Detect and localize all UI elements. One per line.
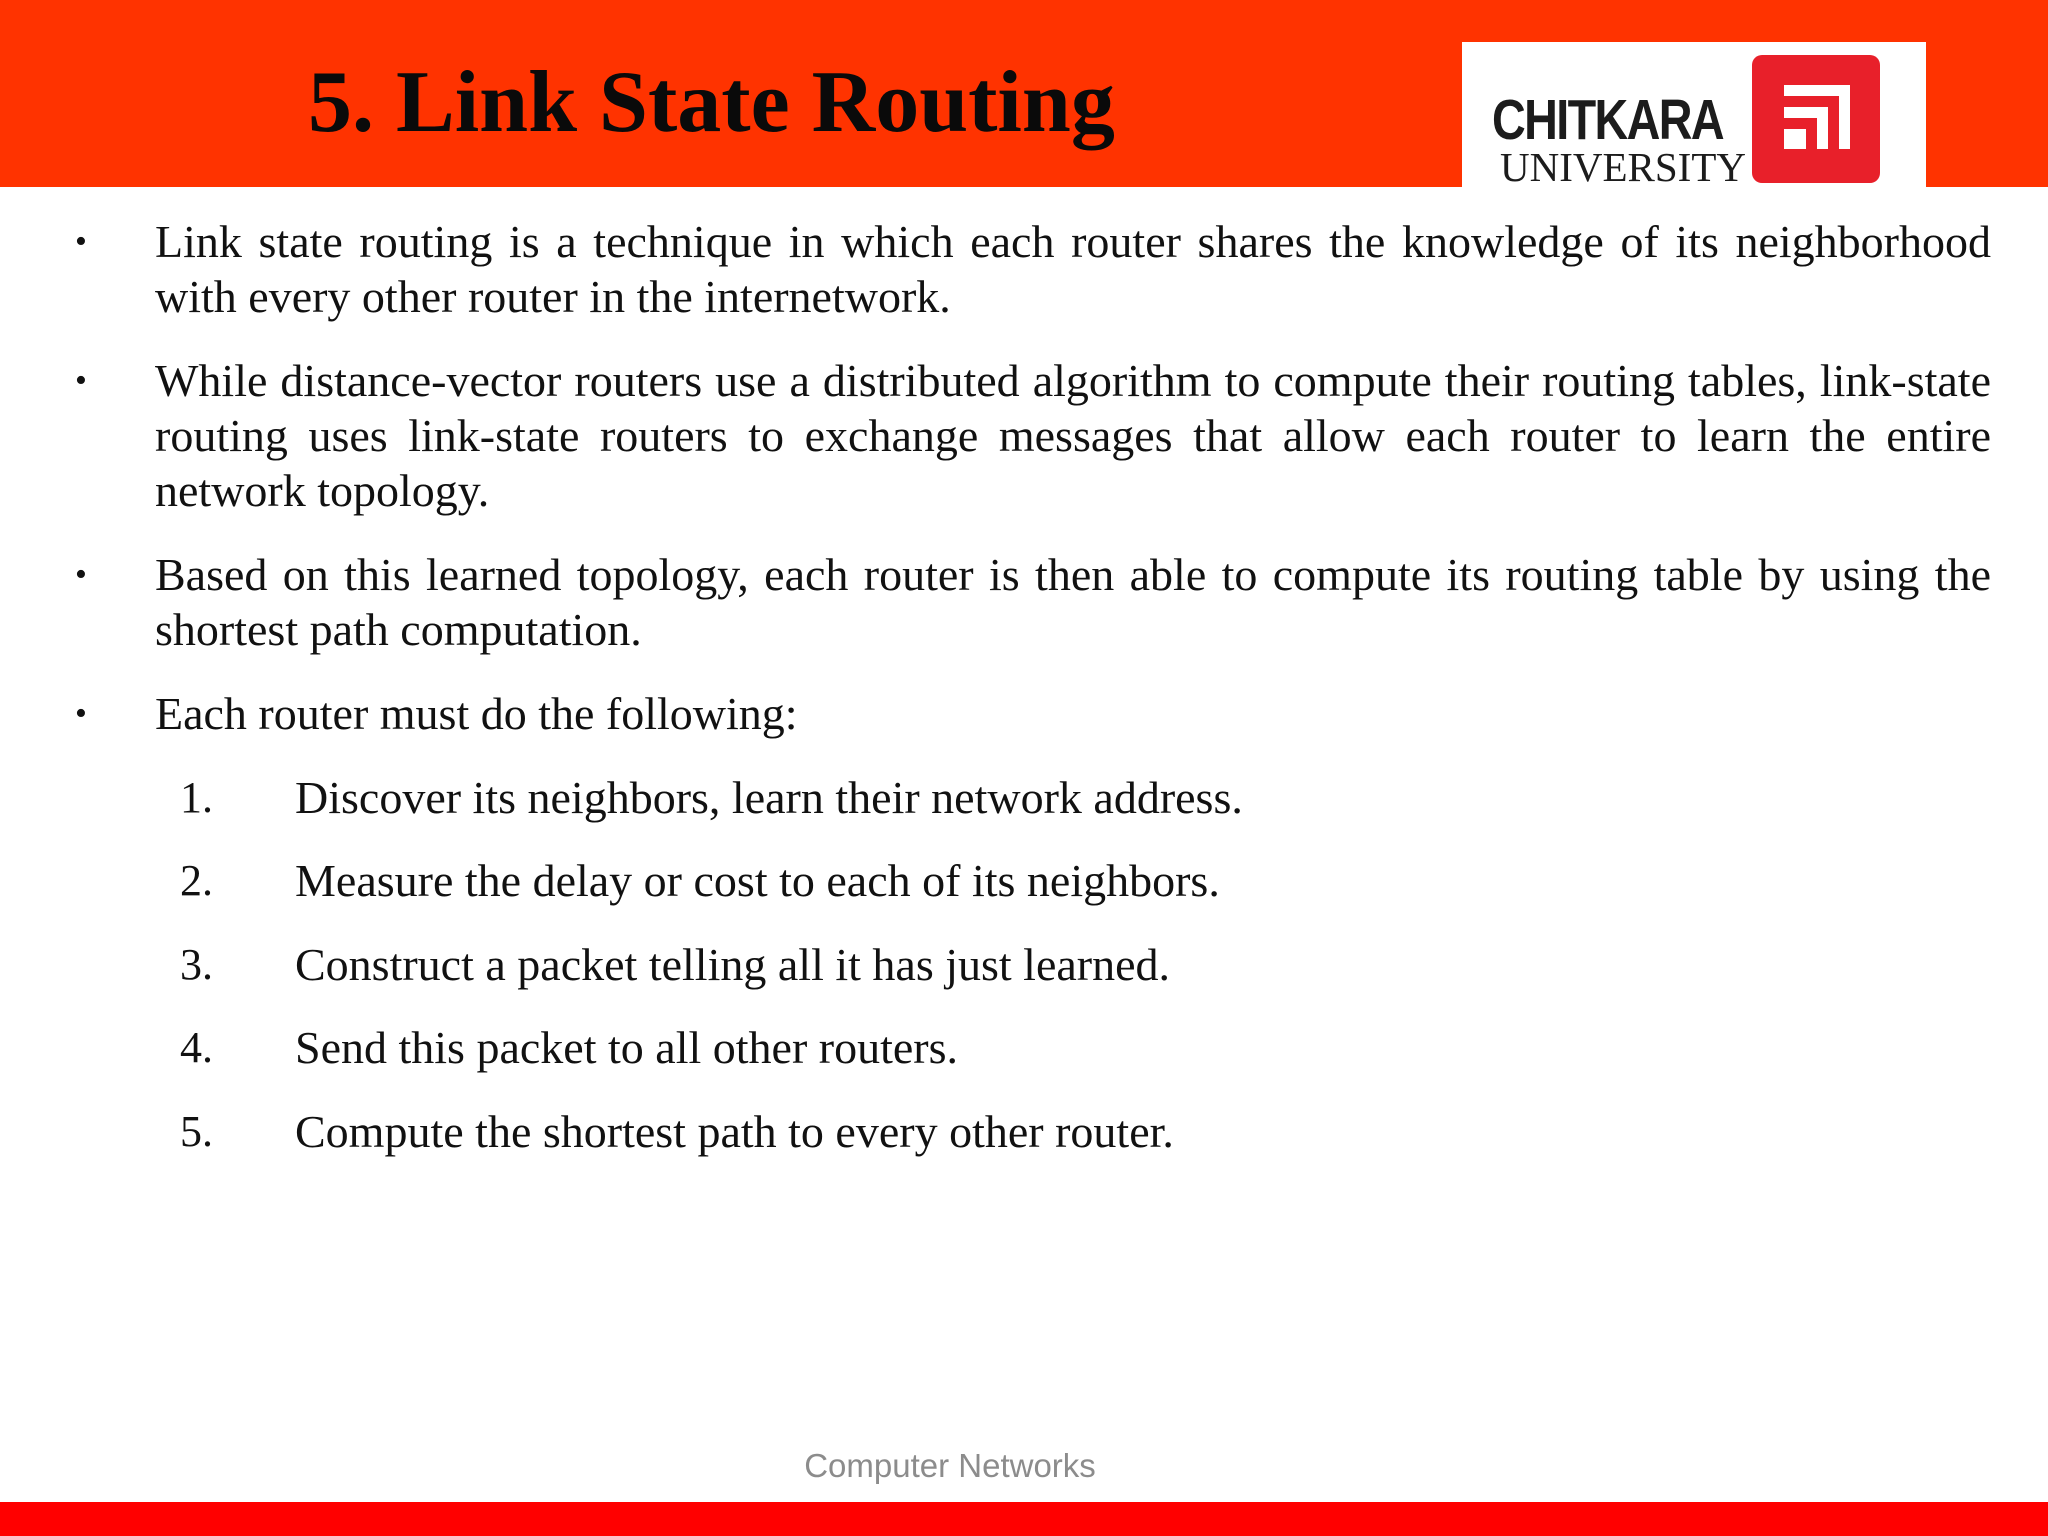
numbered-step — [0, 1020, 2048, 1075]
step-number: 1. — [180, 773, 213, 822]
numbered-step — [0, 853, 2048, 908]
step-text: Construct a packet telling all it has just learned. — [295, 939, 1171, 990]
step-text: Compute the shortest path to every other router. — [295, 1106, 1174, 1157]
bullet-dot-icon: • — [75, 695, 87, 732]
logo-name: CHITKARA — [1492, 88, 1723, 152]
bullet-text: Link state routing is a technique in which each router shares the knowledge of its neighborhood with every other router in the internetwork. — [155, 216, 1991, 322]
bullet-dot-icon: • — [75, 362, 87, 399]
bullet-text: Based on this learned topology, each router is then able to compute its routing table by using the shortest path computation. — [155, 549, 1991, 655]
bullet-dot-icon: • — [75, 556, 87, 593]
numbered-step — [0, 770, 2048, 825]
numbered-step — [0, 937, 2048, 992]
logo-subtitle: UNIVERSITY — [1500, 144, 1746, 190]
step-text: Discover its neighbors, learn their network address. — [295, 772, 1243, 823]
bullet-dot-icon: • — [75, 223, 87, 260]
bullet-text: Each router must do the following: — [155, 688, 798, 739]
university-logo — [1462, 42, 1926, 190]
step-number: 2. — [180, 856, 213, 905]
step-number: 4. — [180, 1023, 213, 1072]
step-number: 3. — [180, 940, 213, 989]
step-number: 5. — [180, 1107, 213, 1156]
footer-bar — [0, 1502, 2048, 1536]
slide-title: 5. Link State Routing — [308, 54, 1115, 151]
logo-mark-icon — [1752, 55, 1880, 183]
bullet-text: While distance-vector routers use a distributed algorithm to compute their routing tables, link-state routing uses link-state routers to exchange messages that allow each router to learn the entire network topology. — [155, 355, 1991, 516]
step-text: Measure the delay or cost to each of its neighbors. — [295, 855, 1220, 906]
footer-course-name: Computer Networks — [804, 1447, 1096, 1484]
step-text: Send this packet to all other routers. — [295, 1022, 959, 1073]
numbered-step — [0, 1104, 2048, 1159]
